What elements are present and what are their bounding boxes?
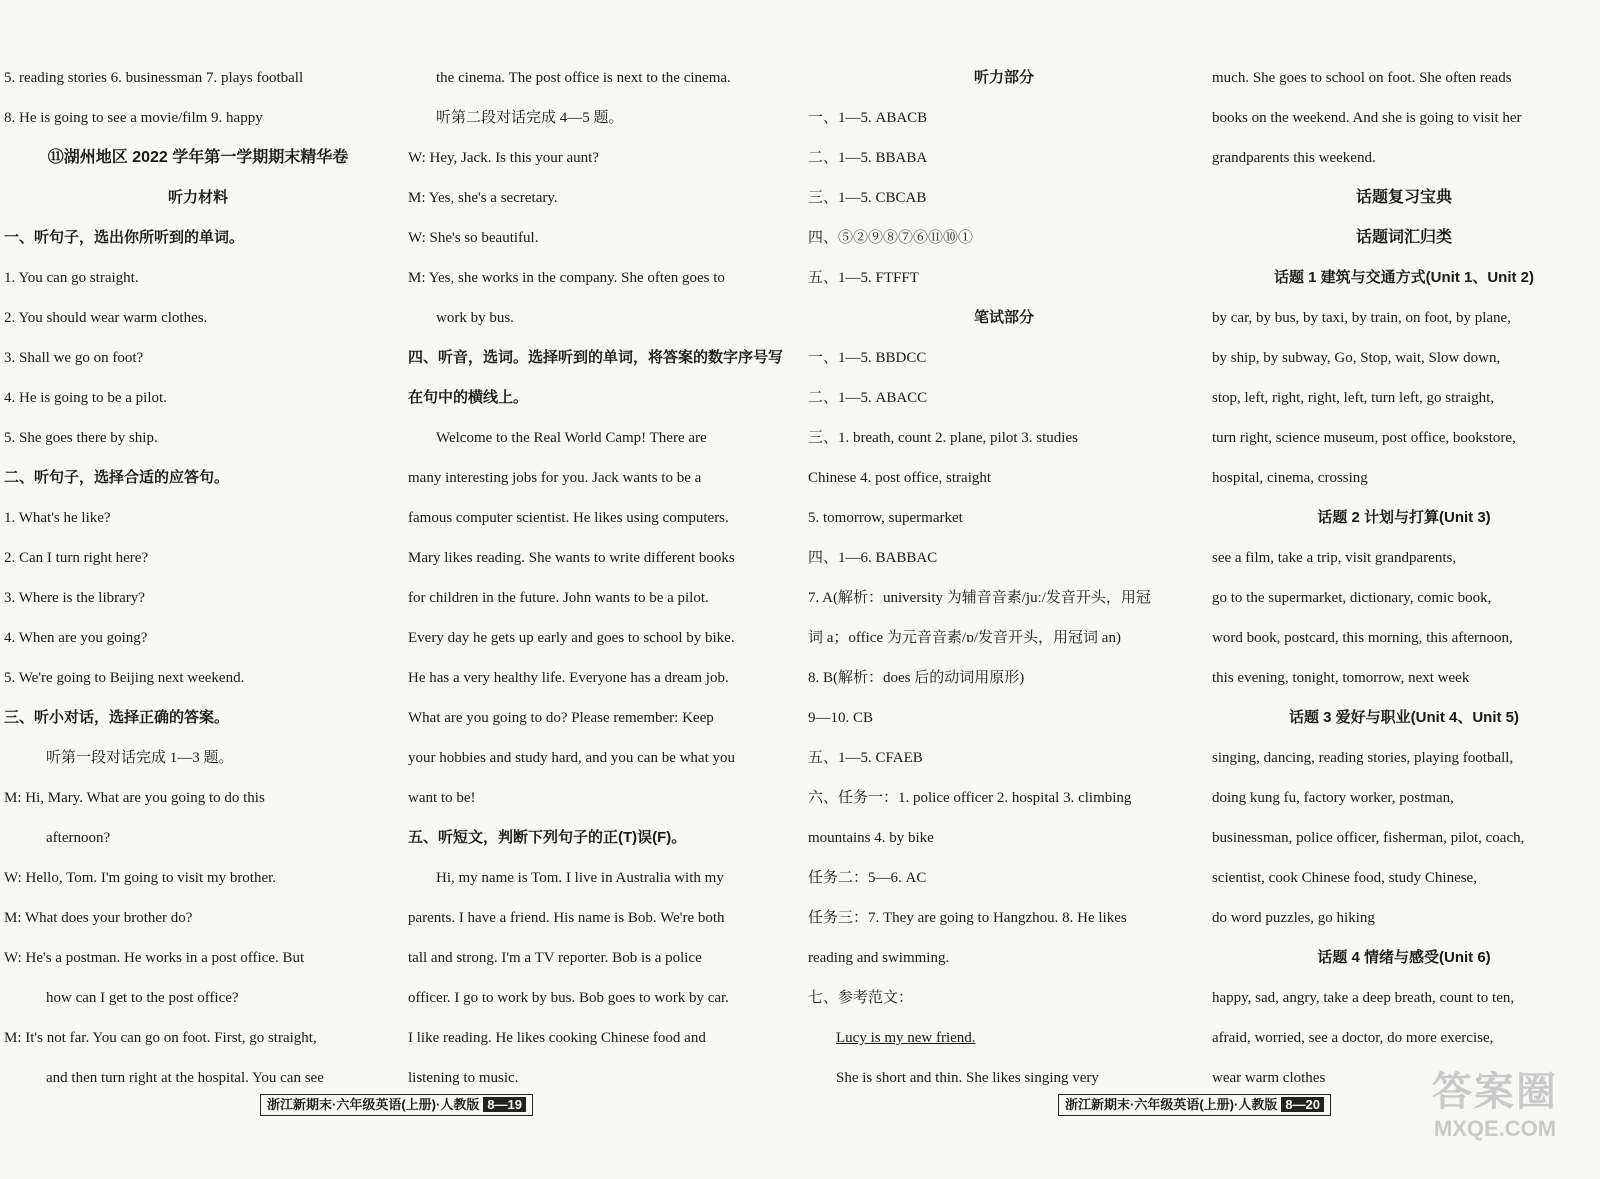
text-line: 5. reading stories 6. businessman 7. plays football (4, 70, 304, 86)
text-line: happy, sad, angry, take a deep breath, count to ten, (1212, 990, 1515, 1006)
column-1 (4, 58, 392, 1098)
question-heading: 二、听句子，选择合适的应答句。 (4, 469, 230, 486)
question-heading: 三、听小对话，选择正确的答案。 (4, 709, 230, 726)
text-line: grandparents this weekend. (1212, 150, 1376, 166)
text-line: businessman, police officer, fisherman, pilot, coach, (1212, 830, 1525, 846)
section-title: 话题复习宝典 (1355, 189, 1452, 206)
answer-line: 词 a；office 为元音音素/ɒ/发音开头，用冠词 an) (808, 630, 1121, 646)
answer-line: 8. B(解析：does 后的动词用原形) (808, 670, 1025, 686)
answer-line: 二、1—5. BBABA (808, 150, 928, 166)
text-line: go to the supermarket, dictionary, comic book, (1212, 590, 1492, 606)
text-line: work by bus. (436, 310, 514, 326)
answer-line: 任务二：5—6. AC (808, 870, 927, 886)
answer-line: 六、任务一：1. police officer 2. hospital 3. climbing (808, 790, 1132, 806)
text-line: afternoon? (46, 830, 111, 846)
answer-line: Chinese 4. post office, straight (808, 470, 992, 486)
answer-line: reading and swimming. (808, 950, 950, 966)
text-line: do word puzzles, go hiking (1212, 910, 1375, 926)
column-2 (408, 58, 794, 1098)
column-3 (808, 58, 1200, 1098)
text-line: stop, left, right, right, left, turn left, go straight, (1212, 390, 1495, 406)
answer-line: 三、1. breath, count 2. plane, pilot 3. studies (808, 430, 1078, 446)
text-line: parents. I have a friend. His name is Bob. We're both (408, 910, 725, 926)
text-line: M: Yes, she works in the company. She often goes to (408, 270, 725, 286)
text-line: 8. He is going to see a movie/film 9. happy (4, 110, 263, 126)
section-title: 话题词汇归类 (1355, 229, 1452, 246)
question-heading: 一、听句子，选出你所听到的单词。 (4, 229, 245, 246)
text-line: Welcome to the Real World Camp! There are (436, 430, 707, 446)
answer-line: 一、1—5. ABACB (808, 110, 928, 126)
text-line: many interesting jobs for you. Jack wants to be a (408, 470, 702, 486)
text-line: doing kung fu, factory worker, postman, (1212, 790, 1454, 806)
watermark-logo (1400, 1068, 1590, 1142)
section-heading: 听力材料 (167, 189, 228, 206)
text-line: singing, dancing, reading stories, playing football, (1212, 750, 1514, 766)
text-line: afraid, worried, see a doctor, do more exercise, (1212, 1030, 1494, 1046)
text-line: famous computer scientist. He likes using computers. (408, 510, 729, 526)
topic-heading: 话题 4 情绪与感受(Unit 6) (1317, 949, 1491, 966)
text-line: 听第一段对话完成 1—3 题。 (46, 750, 234, 766)
text-line: listening to music. (408, 1070, 519, 1086)
text-line: He has a very healthy life. Everyone has a dream job. (408, 670, 729, 686)
answer-line: 任务三：7. They are going to Hangzhou. 8. He likes (808, 910, 1127, 926)
column-4 (1212, 58, 1596, 1098)
text-line: hospital, cinema, crossing (1212, 470, 1368, 486)
text-line: 5. She goes there by ship. (4, 430, 158, 446)
text-line: and then turn right at the hospital. You can see (46, 1070, 324, 1086)
footer-text: 浙江新期末·六年级英语(上册)·人教版 (267, 1097, 480, 1112)
answer-line: 7. A(解析：university 为辅音音素/juː/发音开头，用冠 (808, 590, 1151, 606)
text-line: wear warm clothes (1212, 1070, 1326, 1086)
text-line: for children in the future. John wants to be a pilot. (408, 590, 709, 606)
text-line: your hobbies and study hard, and you can be what you (408, 750, 736, 766)
section-heading: 笔试部分 (973, 309, 1034, 326)
answer-line: 四、⑤②⑨⑧⑦⑥⑪⑩① (808, 230, 974, 246)
text-line: 5. We're going to Beijing next weekend. (4, 670, 245, 686)
question-heading: 在句中的横线上。 (408, 389, 529, 406)
text-line: want to be! (408, 790, 476, 806)
text-line: She is short and thin. She likes singing very (836, 1070, 1099, 1086)
section-heading: 听力部分 (973, 69, 1034, 86)
text-line: M: Yes, she's a secretary. (408, 190, 558, 206)
text-line: W: She's so beautiful. (408, 230, 539, 246)
answer-line: 五、1—5. CFAEB (808, 750, 923, 766)
text-line: M: Hi, Mary. What are you going to do this (4, 790, 265, 806)
text-line: 4. When are you going? (4, 630, 148, 646)
footer-text: 浙江新期末·六年级英语(上册)·人教版 (1065, 1097, 1278, 1112)
question-heading: 四、听音，选词。选择听到的单词，将答案的数字序号写 (408, 349, 784, 366)
answer-line: 一、1—5. BBDCC (808, 350, 927, 366)
text-line: by car, by bus, by taxi, by train, on foot, by plane, (1212, 310, 1511, 326)
text-line: Every day he gets up early and goes to school by bike. (408, 630, 735, 646)
watermark-url: MXQE.COM (1433, 1116, 1557, 1141)
page-number: 8—19 (483, 1097, 526, 1112)
text-line: this evening, tonight, tomorrow, next week (1212, 670, 1470, 686)
page-number: 8—20 (1281, 1097, 1324, 1112)
text-line: 1. You can go straight. (4, 270, 139, 286)
text-line: see a film, take a trip, visit grandparents, (1212, 550, 1457, 566)
text-line: 4. He is going to be a pilot. (4, 390, 167, 406)
text-line: the cinema. The post office is next to the cinema. (436, 70, 731, 86)
topic-heading: 话题 3 爱好与职业(Unit 4、Unit 5) (1288, 709, 1519, 726)
text-line: W: He's a postman. He works in a post office. But (4, 950, 305, 966)
text-line: 3. Where is the library? (4, 590, 145, 606)
page-footer-left (260, 1094, 533, 1116)
text-line: I like reading. He likes cooking Chinese food and (408, 1030, 706, 1046)
text-line: W: Hey, Jack. Is this your aunt? (408, 150, 599, 166)
question-heading: 五、听短文，判断下列句子的正(T)误(F)。 (408, 829, 687, 846)
watermark-text: 答案圈 (1432, 1070, 1558, 1114)
topic-heading: 话题 2 计划与打算(Unit 3) (1317, 509, 1491, 526)
text-line: W: Hello, Tom. I'm going to visit my brother. (4, 870, 277, 886)
text-line: 2. Can I turn right here? (4, 550, 149, 566)
answer-line: 四、1—6. BABBAC (808, 550, 938, 566)
text-line: turn right, science museum, post office, bookstore, (1212, 430, 1516, 446)
text-line: 3. Shall we go on foot? (4, 350, 144, 366)
text-line: tall and strong. I'm a TV reporter. Bob is a police (408, 950, 702, 966)
text-line: 2. You should wear warm clothes. (4, 310, 208, 326)
page-footer-right (1058, 1094, 1331, 1116)
text-line: M: What does your brother do? (4, 910, 193, 926)
section-title: ⑪湖州地区 2022 学年第一学期期末精华卷 (47, 149, 349, 166)
text-line: how can I get to the post office? (46, 990, 239, 1006)
text-line: 听第二段对话完成 4—5 题。 (436, 110, 624, 126)
answer-line: 七、参考范文： (808, 990, 914, 1006)
answer-line: 9—10. CB (808, 710, 874, 726)
text-line: officer. I go to work by bus. Bob goes to work by car. (408, 990, 729, 1006)
text-line: Mary likes reading. She wants to write different books (408, 550, 735, 566)
text-line: books on the weekend. And she is going to visit her (1212, 110, 1522, 126)
text-line: M: It's not far. You can go on foot. First, go straight, (4, 1030, 317, 1046)
topic-heading: 话题 1 建筑与交通方式(Unit 1、Unit 2) (1273, 269, 1534, 286)
text-line: What are you going to do? Please remember: Keep (408, 710, 714, 726)
text-line: much. She goes to school on foot. She often reads (1212, 70, 1512, 86)
text-line: Hi, my name is Tom. I live in Australia with my (436, 870, 724, 886)
answer-line: 五、1—5. FTFFT (808, 270, 919, 286)
essay-title: Lucy is my new friend. (836, 1030, 976, 1046)
text-line: word book, postcard, this morning, this afternoon, (1212, 630, 1513, 646)
answer-line: 5. tomorrow, supermarket (808, 510, 963, 526)
answer-line: mountains 4. by bike (808, 830, 934, 846)
answer-line: 二、1—5. ABACC (808, 390, 928, 406)
text-line: scientist, cook Chinese food, study Chinese, (1212, 870, 1477, 886)
text-line: 1. What's he like? (4, 510, 111, 526)
answer-line: 三、1—5. CBCAB (808, 190, 927, 206)
text-line: by ship, by subway, Go, Stop, wait, Slow down, (1212, 350, 1501, 366)
